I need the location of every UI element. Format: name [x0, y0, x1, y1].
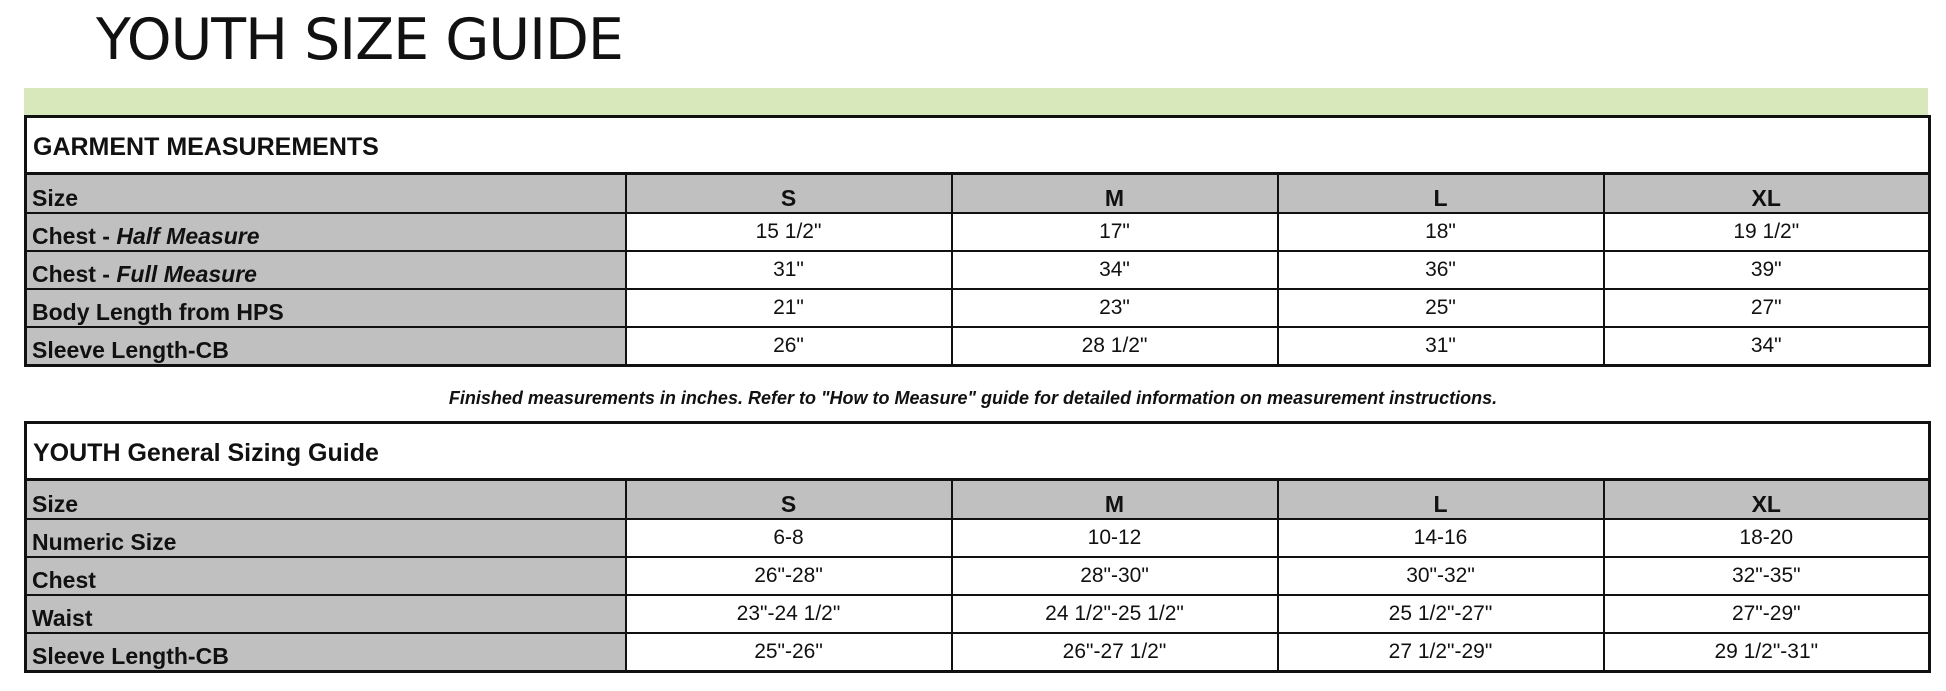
garment-section-title-row [26, 117, 1930, 174]
table-cell: 18" [1278, 213, 1604, 251]
table-cell: 24 1/2"-25 1/2" [952, 595, 1278, 633]
table-cell: 25" [1278, 289, 1604, 327]
general-size-label: Size [26, 480, 626, 520]
row-label-numeric-size: Numeric Size [26, 519, 626, 557]
table-cell: 23" [952, 289, 1278, 327]
garment-size-l: L [1278, 174, 1604, 214]
table-cell: 32"-35" [1604, 557, 1930, 595]
general-size-s: S [626, 480, 952, 520]
general-section-title: YOUTH General Sizing Guide [26, 423, 1930, 480]
table-cell: 27"-29" [1604, 595, 1930, 633]
general-header-row [26, 480, 1930, 520]
garment-measurements-table [24, 115, 1931, 367]
measurement-note: Finished measurements in inches. Refer to "How to Measure" guide for detailed information on measurement instructions. [448, 388, 1498, 408]
table-cell: 39" [1604, 251, 1930, 289]
table-cell: 15 1/2" [626, 213, 952, 251]
row-label-italic: Half Measure [116, 223, 260, 249]
table-cell: 19 1/2" [1604, 213, 1930, 251]
general-size-l: L [1278, 480, 1604, 520]
garment-size-s: S [626, 174, 952, 214]
accent-band [24, 88, 1928, 115]
general-sizing-table [24, 421, 1931, 673]
table-cell: 17" [952, 213, 1278, 251]
table-row [26, 519, 1930, 557]
table-cell: 27" [1604, 289, 1930, 327]
table-cell: 36" [1278, 251, 1604, 289]
table-cell: 6-8 [626, 519, 952, 557]
page-title: YOUTH SIZE GUIDE [96, 7, 623, 73]
table-cell: 31" [1278, 327, 1604, 366]
table-cell: 34" [952, 251, 1278, 289]
row-label-chest: Chest [26, 557, 626, 595]
table-row [26, 595, 1930, 633]
table-row [26, 633, 1930, 672]
table-cell: 26" [626, 327, 952, 366]
table-cell: 30"-32" [1278, 557, 1604, 595]
general-section-title-row [26, 423, 1930, 480]
garment-size-m: M [952, 174, 1278, 214]
general-size-m: M [952, 480, 1278, 520]
table-cell: 28"-30" [952, 557, 1278, 595]
table-cell: 21" [626, 289, 952, 327]
table-cell: 26"-28" [626, 557, 952, 595]
table-cell: 26"-27 1/2" [952, 633, 1278, 672]
table-cell: 14-16 [1278, 519, 1604, 557]
table-row [26, 251, 1930, 289]
table-cell: 23"-24 1/2" [626, 595, 952, 633]
row-label-body-length: Body Length from HPS [26, 289, 626, 327]
row-label-text: Chest - [32, 261, 117, 287]
row-label-chest-half [26, 213, 626, 251]
row-label-waist: Waist [26, 595, 626, 633]
row-label-chest-full [26, 251, 626, 289]
row-label-text: Chest - [32, 223, 117, 249]
table-row [26, 557, 1930, 595]
table-cell: 31" [626, 251, 952, 289]
garment-size-xl: XL [1604, 174, 1930, 214]
garment-section-title: GARMENT MEASUREMENTS [26, 117, 1930, 174]
garment-header-row [26, 174, 1930, 214]
row-label-italic: Full Measure [116, 261, 257, 287]
table-cell: 25"-26" [626, 633, 952, 672]
table-cell: 25 1/2"-27" [1278, 595, 1604, 633]
general-size-xl: XL [1604, 480, 1930, 520]
table-cell: 29 1/2"-31" [1604, 633, 1930, 672]
table-cell: 28 1/2" [952, 327, 1278, 366]
table-row [26, 327, 1930, 366]
table-cell: 34" [1604, 327, 1930, 366]
table-cell: 27 1/2"-29" [1278, 633, 1604, 672]
row-label-sleeve-length: Sleeve Length-CB [26, 633, 626, 672]
row-label-sleeve-length: Sleeve Length-CB [26, 327, 626, 366]
garment-size-label: Size [26, 174, 626, 214]
table-row [26, 289, 1930, 327]
table-cell: 10-12 [952, 519, 1278, 557]
table-row [26, 213, 1930, 251]
table-cell: 18-20 [1604, 519, 1930, 557]
